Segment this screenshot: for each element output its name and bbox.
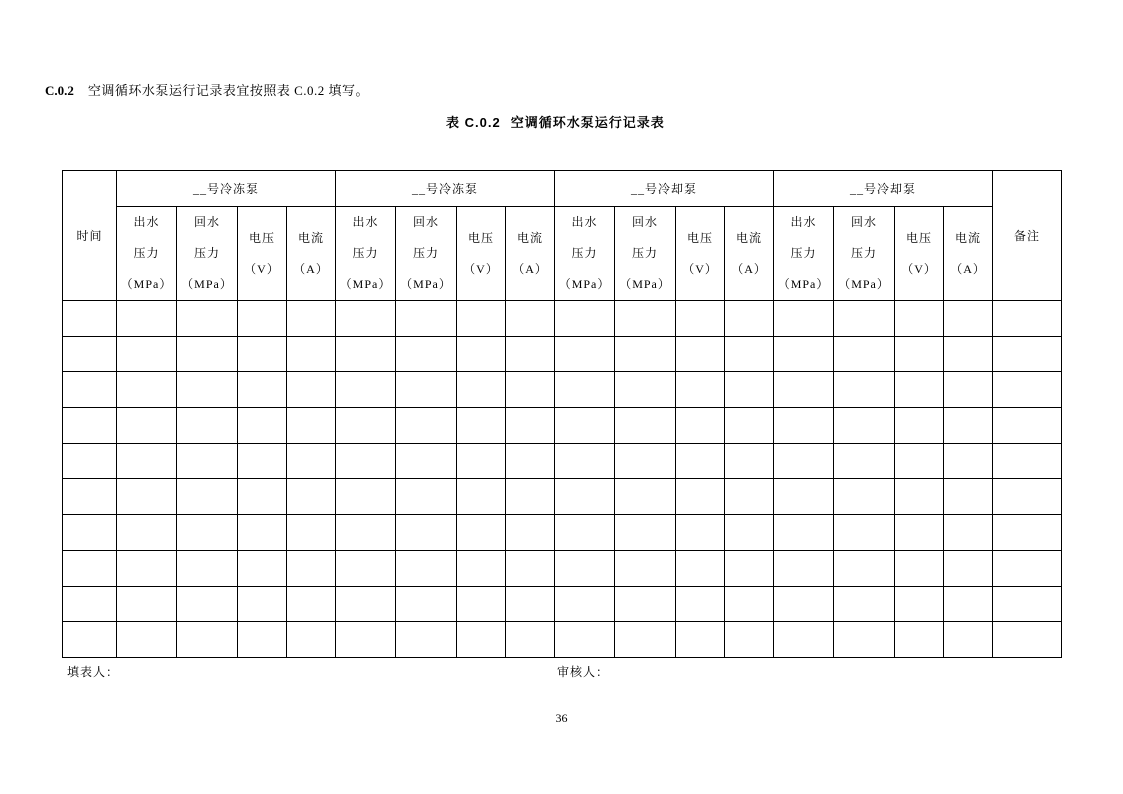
reading-cell	[117, 336, 177, 372]
reading-cell	[555, 408, 615, 444]
reading-cell	[725, 515, 774, 551]
time-cell	[63, 301, 117, 337]
column-header-line: 电压	[687, 230, 714, 245]
reading-cell	[944, 479, 993, 515]
reading-cell	[676, 586, 725, 622]
column-header-line: 出水	[133, 215, 160, 229]
reading-cell	[725, 301, 774, 337]
remarks-cell	[993, 515, 1062, 551]
reading-cell	[555, 515, 615, 551]
time-cell	[63, 372, 117, 408]
reading-cell	[117, 515, 177, 551]
reading-cell	[774, 301, 834, 337]
reading-cell	[774, 515, 834, 551]
column-header-line: （MPa）	[619, 277, 671, 291]
reading-cell	[774, 622, 834, 658]
reading-cell	[944, 408, 993, 444]
reading-cell	[725, 622, 774, 658]
reading-cell	[287, 443, 336, 479]
column-header-line: （V）	[244, 261, 280, 276]
reading-cell	[396, 336, 457, 372]
column-header	[177, 207, 238, 301]
reading-cell	[177, 301, 238, 337]
reading-cell	[615, 336, 676, 372]
reading-cell	[506, 408, 555, 444]
reading-cell	[238, 515, 287, 551]
reading-cell	[287, 622, 336, 658]
column-header-line: 出水	[790, 215, 817, 229]
column-header-line: （A）	[512, 261, 548, 276]
reading-cell	[555, 550, 615, 586]
reading-cell	[238, 336, 287, 372]
column-header	[615, 207, 676, 301]
reading-cell	[895, 622, 944, 658]
table-caption-number: 表 C.0.2	[446, 115, 501, 130]
reading-cell	[117, 550, 177, 586]
reading-cell	[336, 408, 396, 444]
reading-cell	[834, 301, 895, 337]
column-header-line: 电压	[906, 230, 933, 245]
reading-cell	[725, 479, 774, 515]
reading-cell	[895, 443, 944, 479]
reading-cell	[336, 336, 396, 372]
time-cell	[63, 408, 117, 444]
reading-cell	[396, 479, 457, 515]
column-header	[396, 207, 457, 301]
time-cell	[63, 336, 117, 372]
reading-cell	[177, 408, 238, 444]
reading-cell	[287, 515, 336, 551]
reading-cell	[615, 479, 676, 515]
table-row	[63, 372, 1062, 408]
column-header-line: 回水	[413, 215, 440, 229]
column-header-line: 电流	[517, 230, 544, 245]
column-header-line: 压力	[193, 246, 220, 260]
reading-cell	[287, 586, 336, 622]
reading-cell	[834, 622, 895, 658]
pump-group-header: __号冷冻泵	[336, 171, 555, 207]
reading-cell	[774, 336, 834, 372]
reading-cell	[457, 622, 506, 658]
reading-cell	[117, 479, 177, 515]
reading-cell	[774, 479, 834, 515]
reading-cell	[457, 586, 506, 622]
table-row	[63, 550, 1062, 586]
reading-cell	[944, 515, 993, 551]
column-header	[117, 207, 177, 301]
reading-cell	[287, 550, 336, 586]
reading-cell	[725, 336, 774, 372]
reading-cell	[615, 515, 676, 551]
page-number: 36	[555, 711, 568, 725]
remarks-header: 备注	[993, 171, 1062, 301]
reviewer-label: 审核人：	[557, 665, 610, 679]
column-header-line: （A）	[293, 261, 329, 276]
reading-cell	[287, 301, 336, 337]
clause-number: C.0.2	[45, 83, 74, 98]
reading-cell	[396, 515, 457, 551]
reading-cell	[895, 408, 944, 444]
reading-cell	[506, 372, 555, 408]
reading-cell	[396, 586, 457, 622]
reading-cell	[944, 443, 993, 479]
reading-cell	[177, 586, 238, 622]
reading-cell	[177, 443, 238, 479]
pump-group-header: __号冷却泵	[774, 171, 993, 207]
reading-cell	[177, 372, 238, 408]
column-header-line: 电压	[248, 230, 275, 245]
reading-cell	[117, 586, 177, 622]
table-row	[63, 586, 1062, 622]
clause-text: 空调循环水泵运行记录表宜按照表 C.0.2 填写。	[87, 83, 370, 98]
reading-cell	[555, 372, 615, 408]
reading-cell	[834, 443, 895, 479]
reading-cell	[396, 550, 457, 586]
table-row	[63, 336, 1062, 372]
reading-cell	[177, 515, 238, 551]
reading-cell	[895, 301, 944, 337]
column-header-line: 压力	[851, 246, 878, 260]
column-header-line: 电流	[298, 230, 325, 245]
reading-cell	[615, 408, 676, 444]
reading-cell	[555, 336, 615, 372]
reading-cell	[834, 550, 895, 586]
table-header	[63, 171, 1062, 301]
reading-cell	[238, 301, 287, 337]
reading-cell	[238, 443, 287, 479]
reading-cell	[774, 443, 834, 479]
reading-cell	[336, 515, 396, 551]
time-cell	[63, 443, 117, 479]
column-header-line: （V）	[682, 261, 718, 276]
reading-cell	[834, 515, 895, 551]
column-header-line: （MPa）	[777, 277, 830, 291]
column-header-line: 回水	[851, 215, 878, 229]
reading-cell	[506, 515, 555, 551]
column-header	[774, 207, 834, 301]
table-row	[63, 443, 1062, 479]
column-header	[895, 207, 944, 301]
column-header-line: （MPa）	[400, 277, 452, 291]
reading-cell	[457, 336, 506, 372]
reading-cell	[774, 550, 834, 586]
table-body	[63, 301, 1062, 658]
table-row	[63, 301, 1062, 337]
reading-cell	[834, 408, 895, 444]
reading-cell	[396, 372, 457, 408]
reading-cell	[457, 479, 506, 515]
remarks-cell	[993, 586, 1062, 622]
reading-cell	[287, 479, 336, 515]
reading-cell	[506, 301, 555, 337]
reading-cell	[506, 586, 555, 622]
column-header-line: （V）	[463, 261, 499, 276]
column-header-line: 回水	[193, 215, 220, 229]
reading-cell	[287, 336, 336, 372]
column-header	[944, 207, 993, 301]
time-cell	[63, 550, 117, 586]
header-row-groups	[63, 171, 1062, 207]
remarks-cell	[993, 336, 1062, 372]
reading-cell	[615, 301, 676, 337]
reading-cell	[555, 479, 615, 515]
reading-cell	[506, 550, 555, 586]
reading-cell	[457, 550, 506, 586]
column-header-line: 出水	[352, 215, 379, 229]
reading-cell	[238, 586, 287, 622]
reading-cell	[336, 372, 396, 408]
column-header	[834, 207, 895, 301]
column-header-line: 压力	[632, 246, 659, 260]
reading-cell	[336, 622, 396, 658]
reading-cell	[774, 586, 834, 622]
reading-cell	[774, 408, 834, 444]
reading-cell	[336, 301, 396, 337]
remarks-cell	[993, 622, 1062, 658]
reading-cell	[555, 301, 615, 337]
column-header-line: 电流	[955, 230, 982, 245]
reading-cell	[238, 479, 287, 515]
reading-cell	[117, 443, 177, 479]
column-header	[457, 207, 506, 301]
reading-cell	[287, 408, 336, 444]
reading-cell	[676, 336, 725, 372]
reading-cell	[615, 372, 676, 408]
reading-cell	[676, 443, 725, 479]
remarks-cell	[993, 408, 1062, 444]
reading-cell	[177, 336, 238, 372]
reading-cell	[177, 550, 238, 586]
reading-cell	[725, 586, 774, 622]
pump-record-table	[62, 170, 1062, 658]
table-row	[63, 408, 1062, 444]
reading-cell	[336, 479, 396, 515]
reading-cell	[895, 550, 944, 586]
reading-cell	[238, 372, 287, 408]
column-header-line: 回水	[632, 215, 659, 229]
column-header-line: （MPa）	[558, 277, 611, 291]
reading-cell	[336, 443, 396, 479]
reading-cell	[676, 515, 725, 551]
column-header-line: （MPa）	[120, 277, 173, 291]
reading-cell	[238, 622, 287, 658]
reading-cell	[725, 443, 774, 479]
column-header-line: （MPa）	[339, 277, 392, 291]
reading-cell	[396, 443, 457, 479]
column-header	[555, 207, 615, 301]
table-caption	[446, 115, 665, 131]
header-row-columns	[63, 207, 1062, 301]
reading-cell	[287, 372, 336, 408]
reading-cell	[117, 372, 177, 408]
reading-cell	[506, 622, 555, 658]
remarks-cell	[993, 372, 1062, 408]
reading-cell	[177, 622, 238, 658]
reading-cell	[834, 586, 895, 622]
column-header	[506, 207, 555, 301]
reading-cell	[895, 515, 944, 551]
remarks-cell	[993, 301, 1062, 337]
column-header-line: （A）	[950, 261, 986, 276]
reading-cell	[396, 301, 457, 337]
reading-cell	[457, 515, 506, 551]
column-header-line: （MPa）	[838, 277, 890, 291]
reading-cell	[774, 372, 834, 408]
column-header-line: 压力	[133, 246, 160, 260]
reading-cell	[834, 479, 895, 515]
column-header-line: （V）	[901, 261, 937, 276]
column-header	[287, 207, 336, 301]
time-cell	[63, 586, 117, 622]
column-header-line: （A）	[731, 261, 767, 276]
remarks-cell	[993, 479, 1062, 515]
column-header	[676, 207, 725, 301]
reading-cell	[944, 372, 993, 408]
table-row	[63, 622, 1062, 658]
reading-cell	[615, 586, 676, 622]
reading-cell	[506, 336, 555, 372]
reading-cell	[676, 408, 725, 444]
reading-cell	[615, 443, 676, 479]
remarks-cell	[993, 443, 1062, 479]
time-header: 时间	[63, 171, 117, 301]
reading-cell	[725, 408, 774, 444]
reading-cell	[117, 622, 177, 658]
reading-cell	[895, 479, 944, 515]
clause-line	[45, 83, 369, 99]
reading-cell	[457, 408, 506, 444]
column-header-line: 压力	[790, 246, 817, 260]
column-header-line: （MPa）	[181, 277, 233, 291]
column-header-line: 压力	[571, 246, 598, 260]
reading-cell	[895, 372, 944, 408]
reading-cell	[117, 301, 177, 337]
reading-cell	[676, 622, 725, 658]
pump-group-header: __号冷却泵	[555, 171, 774, 207]
table-caption-title: 空调循环水泵运行记录表	[510, 115, 665, 130]
reading-cell	[944, 301, 993, 337]
reading-cell	[944, 550, 993, 586]
reading-cell	[457, 301, 506, 337]
reading-cell	[676, 372, 725, 408]
column-header	[238, 207, 287, 301]
pump-group-header: __号冷冻泵	[117, 171, 336, 207]
column-header	[725, 207, 774, 301]
column-header-line: 电压	[468, 230, 495, 245]
reading-cell	[555, 443, 615, 479]
time-cell	[63, 515, 117, 551]
column-header-line: 压力	[352, 246, 379, 260]
reading-cell	[396, 622, 457, 658]
reading-cell	[615, 550, 676, 586]
column-header-line: 出水	[571, 215, 598, 229]
reading-cell	[676, 479, 725, 515]
reading-cell	[895, 586, 944, 622]
reading-cell	[117, 408, 177, 444]
reading-cell	[944, 622, 993, 658]
reading-cell	[336, 586, 396, 622]
time-cell	[63, 622, 117, 658]
table-row	[63, 479, 1062, 515]
reading-cell	[177, 479, 238, 515]
column-header-line: 电流	[736, 230, 763, 245]
reading-cell	[944, 586, 993, 622]
reading-cell	[396, 408, 457, 444]
reading-cell	[457, 372, 506, 408]
reading-cell	[555, 622, 615, 658]
remarks-cell	[993, 550, 1062, 586]
reading-cell	[944, 336, 993, 372]
filled-by-label: 填表人：	[67, 665, 120, 679]
reading-cell	[676, 550, 725, 586]
reading-cell	[725, 550, 774, 586]
reading-cell	[615, 622, 676, 658]
time-cell	[63, 479, 117, 515]
reading-cell	[555, 586, 615, 622]
reading-cell	[895, 336, 944, 372]
reading-cell	[506, 443, 555, 479]
reading-cell	[238, 550, 287, 586]
reading-cell	[834, 372, 895, 408]
reading-cell	[676, 301, 725, 337]
reading-cell	[457, 443, 506, 479]
column-header-line: 压力	[413, 246, 440, 260]
reading-cell	[336, 550, 396, 586]
reading-cell	[238, 408, 287, 444]
reading-cell	[834, 336, 895, 372]
column-header	[336, 207, 396, 301]
reading-cell	[506, 479, 555, 515]
table-row	[63, 515, 1062, 551]
reading-cell	[725, 372, 774, 408]
